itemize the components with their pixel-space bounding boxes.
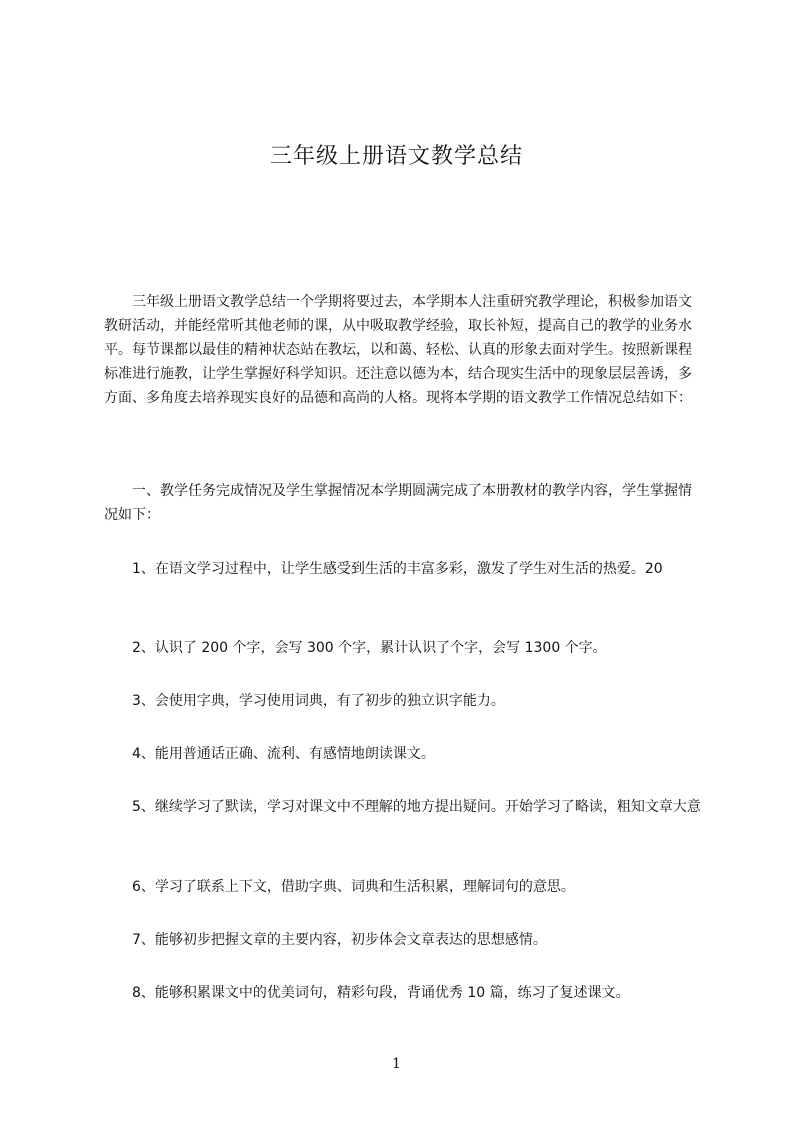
- page-number: 1: [392, 1056, 401, 1072]
- list-item-7: 7、能够初步把握文章的主要内容，初步体会文章表达的思想感情。: [104, 932, 547, 948]
- list-item-5: 5、继续学习了默读，学习对课文中不理解的地方提出疑问。开始学习了略读，粗知文章大意: [104, 799, 701, 815]
- document-title: 三年级上册语文教学总结: [269, 144, 523, 169]
- section-one-paragraph: 一、教学任务完成情况及学生掌握情况本学期圆满完成了本册教材的教学内容，学生掌握情况如下：: [104, 483, 692, 523]
- list-item-3: 3、会使用字典，学习使用词典，有了初步的独立识字能力。: [104, 693, 505, 709]
- intro-paragraph: 三年级上册语文教学总结一个学期将要过去，本学期本人注重研究教学理论，积极参加语文教研活动，并能经常听其他老师的课，从中吸取教学经验，取长补短，提高自己的教学的业务水平。每节课都以最佳的精神状态站在教坛，以和蔼、轻松、认真的形象去面对学生。按照新课程标准进行施教，让学生掌握好科学知识。还注意以德为本，结合现实生活中的现象层层善诱，多方面、多角度去培养现实良好的品德和高尚的人格。现将本学期的语文教学工作情况总结如下：: [104, 294, 692, 406]
- list-item-4: 4、能用普通话正确、流利、有感情地朗读课文。: [104, 746, 435, 762]
- list-item-1: 1、在语文学习过程中，让学生感受到生活的丰富多彩，激发了学生对生活的热爱。20: [104, 561, 663, 577]
- list-item-2: 2、认识了 200 个字，会写 300 个字，累计认识了个字，会写 1300 个字。: [104, 640, 607, 656]
- list-item-8: 8、能够积累课文中的优美词句，精彩句段，背诵优秀 10 篇，练习了复述课文。: [104, 985, 630, 1001]
- list-item-6: 6、学习了联系上下文，借助字典、词典和生活积累，理解词句的意思。: [104, 879, 575, 895]
